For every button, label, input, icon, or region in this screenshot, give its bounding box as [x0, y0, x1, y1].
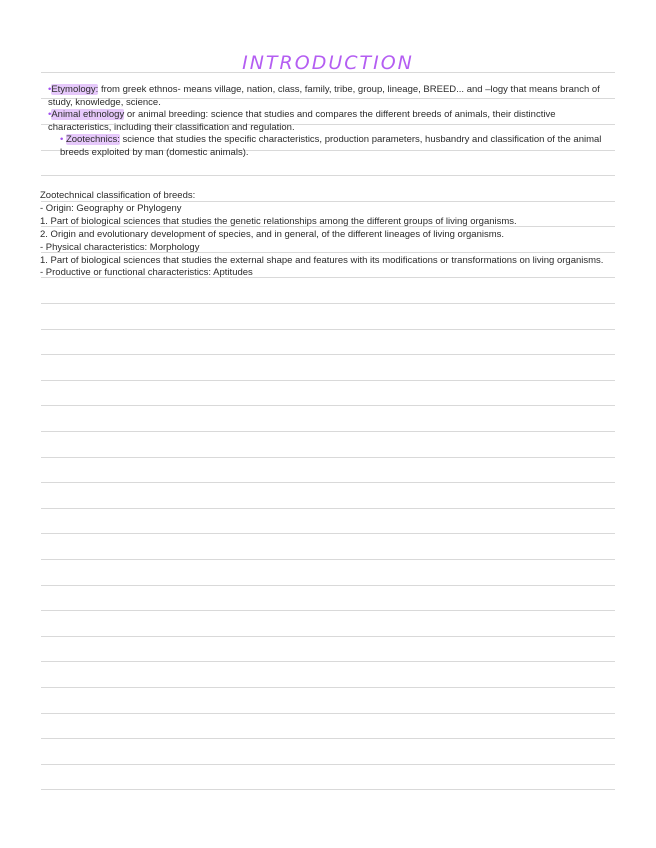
ruled-line — [41, 687, 615, 688]
classification-line: - Physical characteristics: Morphology — [40, 241, 200, 253]
definition-term: Zootechnics: — [65, 134, 120, 146]
classification-heading: Zootechnical classification of breeds: — [40, 190, 196, 201]
bullet: • — [60, 134, 64, 146]
ruled-line — [41, 585, 615, 586]
ruled-line — [41, 380, 615, 381]
ruled-line — [41, 329, 615, 330]
classification-line: 2. Origin and evolutionary development of species, and in general, of the different lineages of living organisms. — [40, 228, 505, 240]
ruled-line — [41, 405, 615, 406]
ruled-line — [41, 636, 615, 637]
page-title-text: INTRODUCTION — [242, 52, 414, 74]
classification-line: 1. Part of biological sciences that studies the external shape and features with its modifications or transformations on living organisms. — [40, 254, 604, 266]
ruled-line — [41, 738, 615, 739]
ruled-line — [41, 431, 615, 432]
definition-term: Etymology: — [51, 84, 99, 95]
ruled-line — [41, 661, 615, 662]
definition-term: Animal ethnology — [51, 109, 125, 121]
definition-text: or animal breeding: science that studies and compares the different breeds of animals, their distinctive characteristics, including their classification and regulation. — [48, 109, 556, 133]
page-title — [236, 52, 420, 74]
definition-etymology — [44, 84, 619, 109]
classification-line: 1. Part of biological sciences that studies the genetic relationships among the different groups of living organisms. — [40, 215, 517, 227]
classification-line: - Productive or functional characteristics: Aptitudes — [40, 267, 253, 279]
definition-text: science that studies the specific characteristics, production parameters, husbandry and classification of the animal breeds exploited by man (domestic animals). — [60, 134, 602, 158]
classification-line: - Origin: Geography or Phylogeny — [40, 202, 182, 214]
ruled-line — [41, 303, 615, 304]
ruled-line — [41, 764, 615, 765]
definitions-section — [44, 84, 619, 160]
ruled-line — [41, 354, 615, 355]
classification-section — [40, 190, 650, 280]
bullet: • — [48, 84, 52, 95]
ruled-line — [41, 789, 615, 790]
definition-text: from greek ethnos- means village, nation, class, family, tribe, group, lineage, BREED... and –logy that means branch of study, knowledge, science. — [48, 84, 600, 108]
definition-animal-ethnology — [44, 109, 619, 134]
title-area — [0, 52, 656, 74]
bullet: • — [48, 109, 52, 121]
ruled-line — [41, 533, 615, 534]
ruled-line — [41, 457, 615, 458]
definition-zootechnics — [44, 134, 619, 159]
ruled-line — [41, 610, 615, 611]
ruled-line — [41, 482, 615, 483]
ruled-line — [41, 559, 615, 560]
ruled-line — [41, 713, 615, 714]
ruled-line — [41, 175, 615, 176]
ruled-line — [41, 508, 615, 509]
